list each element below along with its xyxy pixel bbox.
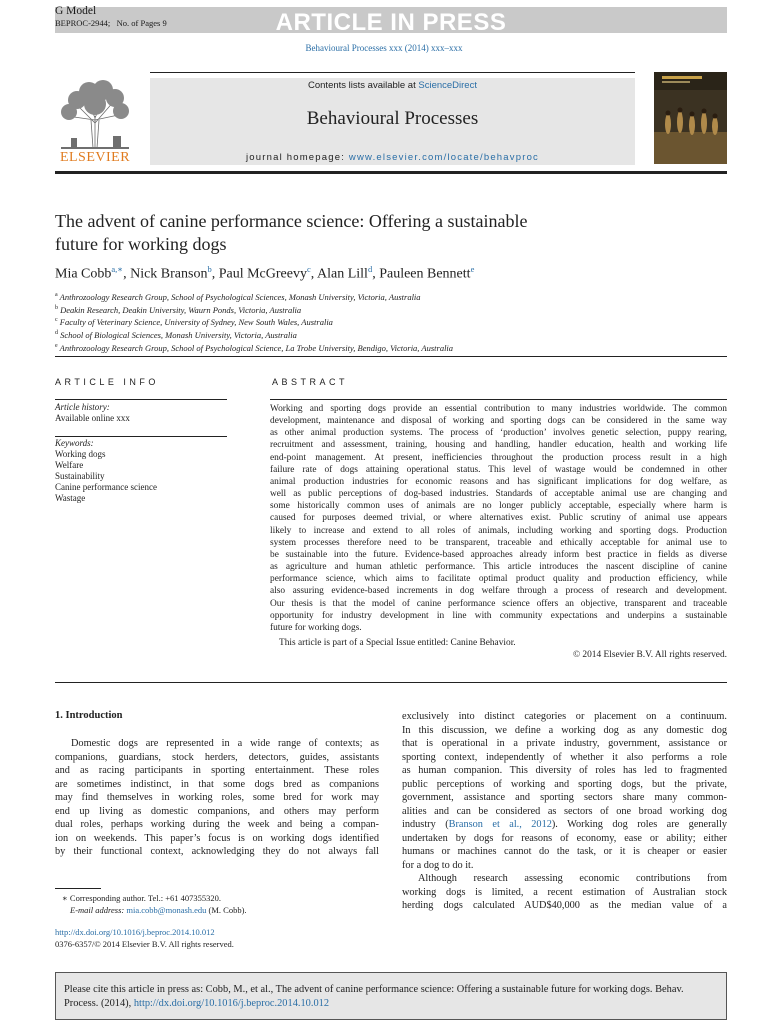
sciencedirect-link[interactable]: ScienceDirect (418, 80, 477, 91)
doi-block (55, 927, 234, 950)
header-top-rule (150, 72, 635, 73)
cite-doi-link[interactable]: http://dx.doi.org/10.1016/j.beproc.2014.10.012 (133, 997, 330, 1009)
abstract-rule (270, 399, 727, 400)
abstract-line: be sustainable into the future. Evidence-based approaches already inform best practice in fields as diverse (270, 549, 727, 560)
author-list: Mia Cobb$^{a,∗}$, Nick Branson$^b$, Paul McGreevy$^c$, Alan Lill$^d$, Pauleen Bennett$^e$ (55, 264, 475, 282)
abstract-line: failure rate of dogs attaining operational status. This level of wastage would be condemned in other (270, 464, 727, 475)
abstract-heading: ABSTRACT (272, 377, 349, 387)
keywords-block (55, 438, 157, 504)
body-line: sporting context, independently of whether it also performs a role (402, 751, 727, 763)
affiliation-item: $^b$ Deakin Research, Deakin University, Waurn Ponds, Victoria, Australia (55, 304, 302, 315)
body-line: and as racing participants in sporting entertainment. These roles (55, 765, 379, 776)
author-name[interactable]: Pauleen Bennett (379, 266, 471, 282)
keyword-item: Canine performance science (55, 482, 157, 492)
contents-line: Contents lists available at ScienceDirect (308, 80, 477, 91)
header-bottom-rule (55, 171, 727, 174)
abstract-copyright: © 2014 Elsevier B.V. All rights reserved. (572, 650, 727, 660)
body-line: are sometimes indistinct, in that some dogs bred as companions (55, 778, 379, 790)
cite-text: Please cite this article in press as: Cobb, M., et al., The advent of canine performance science: Offering a sustainable future for working dogs. Behav. Process. (2014), http://dx.doi.org/10.1016/j.beproc.2014.10.012 (64, 984, 684, 1009)
keyword-item: Working dogs (55, 449, 106, 459)
body-line: Although research assessing economic contributions from (418, 873, 727, 884)
body-line: by their functional context, acknowledging they do not always fall (55, 846, 379, 857)
right-column (402, 710, 727, 913)
press-label: ARTICLE IN PRESS (275, 9, 507, 36)
body-line: undertaken by dogs for reasons of economy, ease or ability; either (402, 832, 727, 844)
abstract-line: caused for purposes deemed trivial, or where alternatives exist. Public scrutiny of animal use appears (270, 513, 727, 524)
corresponding-author: ∗ Corresponding author. Tel.: +61 407355320. (62, 893, 222, 903)
email-link[interactable]: mia.cobb@monash.edu (126, 904, 207, 915)
gmodel-label: G Model (55, 5, 97, 17)
body-line: end up living as domestic companions, and others may perform (55, 805, 379, 817)
journal-header-box (150, 78, 635, 165)
issn-line: 0376-6357/© 2014 Elsevier B.V. All rights reserved. (55, 938, 234, 949)
journal-homepage-link[interactable]: www.elsevier.com/locate/behavproc (348, 152, 540, 163)
article-title: The advent of canine performance science: Offering a sustainable future for working dogs (55, 211, 528, 254)
author-name[interactable]: Nick Branson (130, 266, 208, 282)
journal-title: Behavioural Processes (306, 108, 479, 129)
abstract-line: Our thesis is that the model of canine performance science offers an objective, transparent and traceable (270, 598, 727, 609)
special-issue-note: This article is part of a Special Issue entitled: Canine Behavior. (279, 638, 516, 648)
body-line: dual roles, perhaps working during the week and being a compan- (55, 819, 379, 830)
corresponding-author-footnote (62, 893, 247, 916)
elsevier-logo (55, 78, 135, 166)
article-info-heading: ARTICLE INFO (55, 377, 159, 387)
abstract-line: also assuring evidence-based increments in dog welfare through a process of research and development. (270, 586, 727, 597)
info-rule (55, 399, 227, 400)
body-line: In this discussion, we define a working dog as any domestic dog (402, 724, 727, 736)
citation-link[interactable]: Branson et al., 2012 (448, 819, 552, 830)
introduction-heading: 1. Introduction (55, 710, 123, 721)
body-line: companions, guardians, stock herders, detectors, guides, assistants (55, 751, 379, 763)
journal-cover-image (654, 72, 727, 164)
abstract-line: development, maintenance and disposal of working and sporting dogs can be considered in the same way (270, 416, 727, 427)
affiliation-item: $^a$ Anthrozoology Research Group, School of Psychological Sciences, Monash University, Victoria, Australia (55, 291, 421, 302)
footnote-rule (55, 888, 101, 889)
journal-citation-line[interactable]: Behavioural Processes xxx (2014) xxx–xxx (305, 43, 463, 53)
author-name[interactable]: Alan Lill (317, 266, 368, 282)
body-line-with-citation: industry (Branson et al., 2012). Working dog roles are generally (402, 819, 727, 830)
keyword-item: Sustainability (55, 471, 105, 481)
body-line: working dogs is limited, a recent estimation of Australian stock (402, 886, 727, 898)
affiliation-item: $^e$ Anthrozoology Research Group, School of Psychological Science, La Trobe University, Bendigo, Victoria, Australia (55, 342, 454, 353)
elsevier-wordmark: ELSEVIER (59, 150, 131, 165)
manuscript-ref: BEPROC-2944; No. of Pages 9 (55, 18, 167, 28)
affiliation-item: $^d$ School of Biological Sciences, Monash University, Victoria, Australia (55, 329, 297, 340)
abstract-body (270, 403, 727, 634)
abstract-line: as agriculture and human athletic performance. This article introduces the nascent discipline of canine (270, 562, 727, 573)
body-line: alities and can be considered as sectors of one broad working dog (402, 805, 727, 817)
doi-link[interactable]: http://dx.doi.org/10.1016/j.beproc.2014.10.012 (55, 927, 215, 937)
body-line: exclusively into distinct categories or placement on a continuum. (402, 711, 727, 722)
body-line: ion on weekends. This paper’s focus is on working dogs identified (55, 832, 379, 844)
body-line: may find themselves in working roles, some bred for work may (55, 792, 379, 803)
abstract-line: some historically common uses of animals are no longer publicly acceptable, especially where harm is (270, 501, 727, 512)
keyword-item: Wastage (55, 493, 86, 503)
journal-homepage-line: journal homepage: www.elsevier.com/locate/behavproc (245, 152, 540, 163)
cite-this-article-box (55, 972, 727, 1020)
article-history: Article history: Available online xxx (55, 402, 130, 423)
body-line: government, assistance and sporting sectors share many common- (402, 792, 727, 803)
abstract-line: likely to increase and extend to all roles of animals, including working and sporting dogs. Production (270, 525, 727, 536)
section-rule (55, 356, 727, 357)
affiliation-list (55, 290, 453, 353)
abstract-line: Working and sporting dogs provide an essential contribution to many industries worldwide. The common (270, 404, 727, 414)
body-line: for a dog to do it. (402, 859, 474, 871)
abstract-line: performance science, which aims to facilitate optimal product quality and production efficiency, while (270, 574, 727, 585)
body-line: Domestic dogs are represented in a wide range of contexts; as (71, 738, 379, 749)
body-line: herding dogs calculated AUD$40,000 as the median value of a (402, 900, 727, 911)
abstract-line: recruitment and assessment, training, housing and handling, handler education, health and working life (270, 440, 727, 451)
keyword-item: Welfare (55, 460, 84, 470)
body-line: as human companion. This diversity of roles has led to fragmented (402, 765, 727, 776)
left-column (55, 737, 379, 859)
author-name[interactable]: Paul McGreevy (218, 266, 307, 282)
email-line: E-mail address: mia.cobb@monash.edu (M. Cobb). (70, 904, 247, 915)
abstract-line: end-point management. At present, inefficiencies throughout the production process result in a high (270, 452, 727, 463)
body-line: that is operational in a private industry, government, assistance or (402, 738, 727, 749)
abstract-line: opportunity for industry development in line with community expectations and underpins a sustainable (270, 610, 727, 621)
affiliation-item: $^c$ Faculty of Veterinary Science, University of Sydney, New South Wales, Australia (55, 317, 333, 328)
body-line: public perceptions of working and sporting dogs, but the private, (402, 778, 727, 790)
abstract-line: animal production industries for economic reasons and has significant implications for dog welfare, as (270, 476, 727, 487)
section-rule (55, 682, 727, 683)
author-name[interactable]: Mia Cobb (55, 266, 112, 282)
abstract-line: future for working dogs. (270, 622, 362, 633)
abstract-line: system processes therefore need to be transparent, traceable and ethically acceptable for animal use to (270, 537, 727, 548)
abstract-line: as other animal production systems. The process of ‘production’ involves genetic selection, puppy rearing, (270, 428, 727, 439)
body-line: humans or machines cannot do the task, or it is cheaper or easier (402, 846, 727, 857)
abstract-line: well as public perceptions of dog-based industries. Standards of acceptable animal use are changing and (270, 489, 727, 500)
keywords-label: Keywords: (55, 438, 94, 448)
tree-icon (55, 78, 135, 150)
info-rule (55, 436, 227, 437)
manuscript-id-block (55, 5, 167, 29)
